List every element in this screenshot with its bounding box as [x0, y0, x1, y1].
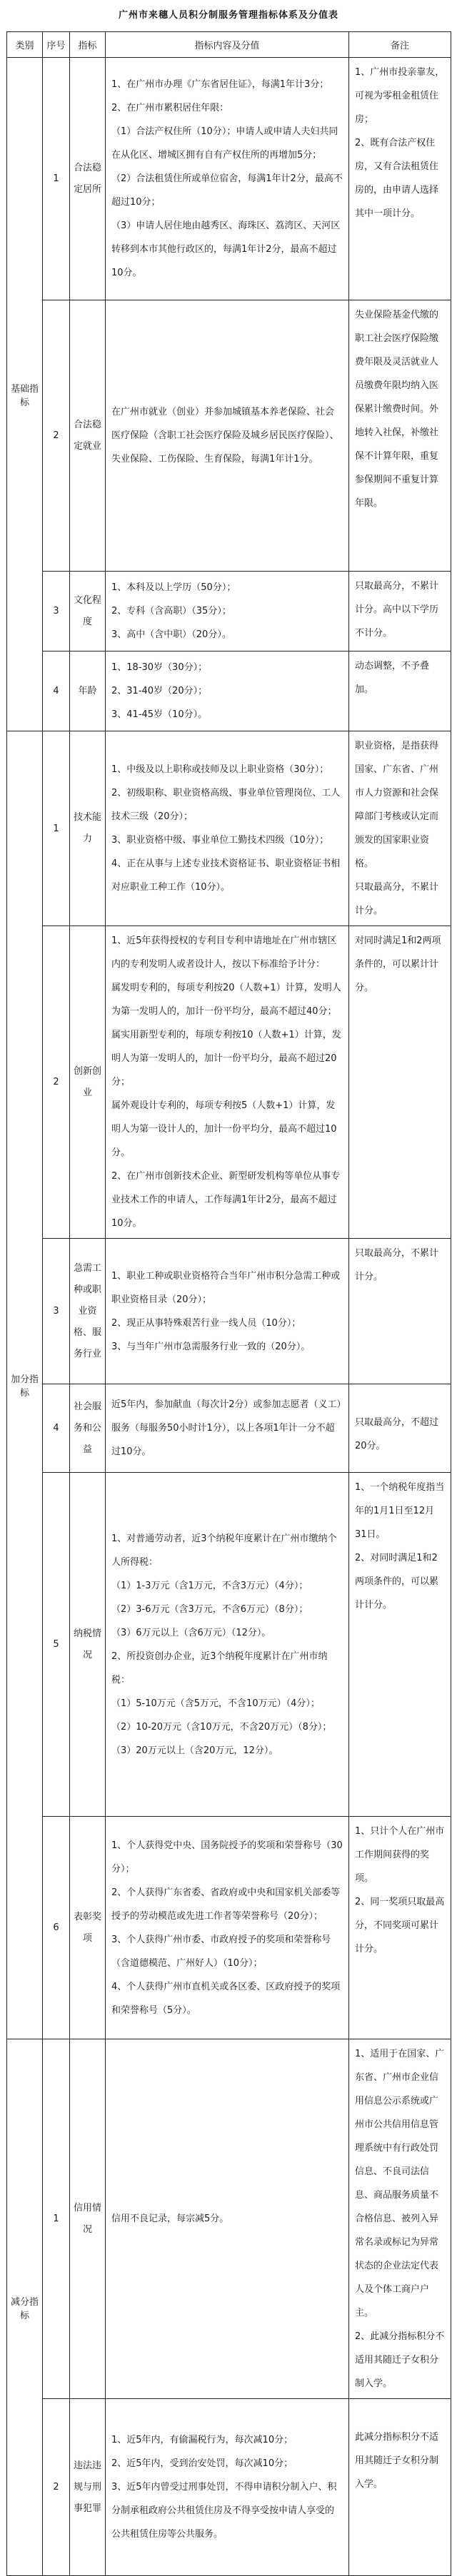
content-line: 2、近5年内，受到治安处罚，每次减10分； [111, 2458, 293, 2469]
remark-cell [349, 651, 451, 731]
content-cell [106, 651, 349, 731]
content-cell [106, 1817, 349, 2039]
content-line: 3、与当年广州市急需服务行业一致的（20分）。 [111, 1341, 311, 1352]
indicator-cell [70, 2039, 106, 2399]
content-line: 1、对普通劳动者，近3个纳税年度累计在广州市缴纳个人所得税： [111, 1533, 337, 1568]
indicator-cell [70, 58, 106, 300]
remark-line: 只取最高分，不超过20分。 [355, 1417, 439, 1451]
content-line: 1、18-30岁（30分）； [111, 662, 208, 673]
remark-cell [349, 572, 451, 651]
header-number: 序号 [43, 32, 70, 58]
row-number: 4 [43, 1384, 70, 1473]
content-cell [106, 572, 349, 651]
content-cell [106, 926, 349, 1239]
content-line: （2）合法租赁住所或单位宿舍，每满1年计2分，最高不超过10分； [111, 173, 343, 208]
content-line: 属外观设计专利的，每项专利按5（人数+1）计算，发明人为第一设计人的，加计一份平均分，最高不超过10分。 [111, 1100, 337, 1158]
remark-cell [349, 300, 451, 572]
table-row [7, 731, 451, 926]
table-row [7, 300, 451, 572]
table-row [7, 1239, 451, 1384]
content-line: 2、个人获得广东省委、省政府或中央和国家机关部委等授予的劳动模范或先进工作者等荣誉称号（20分）； [111, 1887, 341, 1922]
content-line: 3、高中（含中职）（20分）。 [111, 629, 231, 640]
remark-cell [349, 1817, 451, 2039]
content-line: 1、近5年获得授权的专利目专利申请地址在广州市辖区内的专利发明人或者设计人，按以下标准给予计分： [111, 935, 337, 970]
remark-line: 只取最高分，不累计计分。高中以下学历不计分。 [355, 581, 439, 639]
header-remark: 备注 [349, 32, 451, 58]
indicator-cell [70, 731, 106, 926]
remark-cell [349, 731, 451, 926]
table-row [7, 1817, 451, 2039]
remark-line: 2、对同时满足1和2两项条件的，可以累计计分。 [355, 1553, 439, 1611]
content-line: （1）1-3万元（含1万元，不含3万元）（4分）； [111, 1580, 308, 1591]
header-indicator: 指标 [70, 32, 106, 58]
content-line: 1、近5年内，有偷漏税行为，每次减10分； [111, 2435, 293, 2445]
points-table [6, 31, 451, 2576]
indicator-name: 社会服务和公益 [73, 1401, 101, 1455]
content-cell [106, 1473, 349, 1817]
content-line: 3、职业资格中级、事业单位工勤技术四级（10分）； [111, 835, 329, 846]
table-row [7, 926, 451, 1239]
content-line: 属发明专利的，每项专利按20（人数+1）计算，发明人为第一发明人的，加计一份平均分，最高不超过40分； [111, 983, 341, 1017]
remark-line: 2、同一奖项只取最高分，不同奖项可累计计分。 [355, 1897, 445, 1954]
table-row [7, 572, 451, 651]
content-line: 3、个人获得广州市委、市政府授予的奖项和荣誉称号（含道德模范、广州好人）（10分）； [111, 1934, 331, 1969]
remark-line: 2、既有合法产权住房，又有合法租赁住房的，由申请人选择其中一项计分。 [355, 138, 439, 219]
indicator-cell [70, 1239, 106, 1384]
indicator-cell [70, 572, 106, 651]
content-line: 1、个人获得党中央、国务院授予的奖项和荣誉称号（30分）； [111, 1840, 343, 1875]
content-line: 4、正在从事与上述专业技术资格证书、职业资格证书相对应职业工种工作（10分）。 [111, 858, 341, 893]
remark-cell [349, 1473, 451, 1817]
indicator-cell [70, 300, 106, 572]
content-line: （3）6万元以上（含6万元）（12分）。 [111, 1627, 271, 1638]
content-cell [106, 2399, 349, 2576]
content-cell [106, 300, 349, 572]
row-number: 4 [43, 651, 70, 731]
table-body [7, 58, 451, 2576]
content-line: 1、中级及以上职称或技师及以上职业资格（30分）； [111, 764, 329, 775]
content-cell [106, 2039, 349, 2399]
header-category: 类别 [7, 32, 43, 58]
content-line: 2、专科（含高职）（35分）； [111, 606, 231, 617]
remark-cell [349, 926, 451, 1239]
remark-line: 失业保险基金代缴的职工社会医疗保险缴费年限及灵活就业人员缴费年限均纳入医保累计缴费时间。外地转入社保，补缴社保不计算年限，重复参保期间不重复计算年限。 [355, 310, 439, 509]
content-line: （2）3-6万元（含3万元，不含6万元）（8分）； [111, 1603, 308, 1615]
category-cell: 减分指标 [7, 2039, 43, 2576]
row-number: 3 [43, 572, 70, 651]
content-line: （3）申请人居住地由越秀区、海珠区、荔湾区、天河区转移到本市其他行政区的，每满1年计2分，最高不超过10分。 [111, 220, 341, 278]
indicator-name: 文化程度 [73, 594, 101, 627]
content-cell [106, 1239, 349, 1384]
content-line: 2、在广州市累积居住年限： [111, 103, 229, 113]
table-row [7, 2399, 451, 2576]
remark-line: 职业资格，是指获得国家、广东省、广州市人力资源和社会保障部门考核或认定而颁发的国家职业资格。 [355, 741, 439, 869]
remark-cell [349, 2399, 451, 2576]
content-line: 信用不良记录，每宗减5分。 [111, 2214, 229, 2224]
content-line: 2、31-40岁（20分）； [111, 686, 208, 696]
indicator-name: 信用情况 [73, 2202, 101, 2235]
content-line: 2、所投资创办企业，近3个纳税年度累计在广州市纳税： [111, 1650, 328, 1685]
content-line: 2、初级职称、职业资格高级、事业单位管理岗位、工人技术三级（20分）； [111, 788, 341, 822]
content-line: （3）20万元以上（含20万元，12分）。 [111, 1745, 278, 1756]
remark-line: 此减分指标积分不适用其随迁子女积分制入学。 [355, 2432, 439, 2490]
row-number: 1 [43, 58, 70, 300]
remark-cell [349, 1239, 451, 1384]
content-cell [106, 58, 349, 300]
content-line: 2、在广州市创新技术企业、新型研发机构等单位从事专业技术工作的申请人，工作每满1年计2分，最高不超过10分。 [111, 1171, 341, 1229]
remark-line: 只取最高分，不累计计分。 [355, 1248, 439, 1282]
remark-cell [349, 2039, 451, 2399]
indicator-name: 技术能力 [73, 812, 101, 844]
content-line: 近5年内，参加献血（每次计2分）或参加志愿者（义工）服务（每服务50小时计1分），以上各项1年计一分不超过10分。 [111, 1399, 342, 1457]
content-line: 4、个人获得广州市直机关或各区委、区政府授予的奖项和荣誉称号（5分）。 [111, 1981, 341, 2016]
remark-line: 1、只计个人在广州市工作期间获得的奖项。 [355, 1826, 445, 1884]
content-line: 在广州市就业（创业）并参加城镇基本养老保险、社会医疗保险（含职工社会医疗保险及城乡居民医疗保险）、失业保险、工伤保险、生育保险，每满1年计1分。 [111, 407, 339, 465]
indicator-name: 表彰奖项 [73, 1911, 101, 1944]
remark-line: 1、一个纳税年度指当年的1月1日至12月31日。 [355, 1482, 445, 1540]
remark-line: 只取最高分，不累计计分。 [355, 882, 439, 916]
row-number: 6 [43, 1817, 70, 2039]
indicator-name: 合法稳定就业 [73, 419, 101, 452]
table-header [7, 32, 451, 58]
header-content: 指标内容及分值 [106, 32, 349, 58]
indicator-name: 年龄 [78, 685, 97, 696]
table-row [7, 58, 451, 300]
content-line: 属实用新型专利的，每项专利按10（人数+1）计算，发明人为第一发明人的，加计一份平均分，最高不超过20分； [111, 1030, 341, 1087]
indicator-cell [70, 1473, 106, 1817]
table-row [7, 1473, 451, 1817]
remark-line [355, 1387, 445, 1411]
table-row [7, 1384, 451, 1473]
remark-line: 1、适用于在国家、广东省、广州市企业信用信息公示系统或广州市公共信用信息管理系统中有行政处罚信息、不良司法信息、商品服务质量不合格信息、被列入异常名录或标记为异常状态的企业法定代表人及个体工商户户主。 [355, 2049, 445, 2318]
indicator-name: 创新创业 [73, 1065, 101, 1098]
row-number: 2 [43, 300, 70, 572]
content-line: 1、在广州市办理《广东省居住证》，每满1年计3分； [111, 79, 329, 90]
row-number: 2 [43, 2399, 70, 2576]
indicator-cell [70, 926, 106, 1239]
row-number: 5 [43, 1473, 70, 1817]
row-number: 1 [43, 2039, 70, 2399]
indicator-cell [70, 2399, 106, 2576]
content-line: 2、现正从事特殊艰苦行业一线人员（10分）； [111, 1317, 301, 1329]
content-line: 1、职业工种或职业资格符合当年广州市积分急需工种或职业资格目录（20分）； [111, 1270, 341, 1305]
remark-cell [349, 1384, 451, 1473]
indicator-name: 合法稳定居所 [73, 162, 101, 195]
page-title: 广州市来穗人员积分制服务管理指标体系及分值表 [118, 10, 338, 21]
remark-line: 对同时满足1和2两项条件的，可以累计计分。 [355, 935, 441, 993]
category-cell: 加分指标 [7, 731, 43, 2039]
content-line: 3、41-45岁（10分）。 [111, 709, 208, 720]
table-row [7, 2039, 451, 2399]
content-line: （1）合法产权住所（10分）；申请人或申请人夫妇共同在从化区、增城区拥有自有产权住所的再增加5分； [111, 126, 338, 161]
content-cell [106, 731, 349, 926]
content-line: 1、本科及以上学历（50分）； [111, 582, 236, 593]
row-number: 2 [43, 926, 70, 1239]
category-cell: 基础指标 [7, 58, 43, 731]
remark-line: 1、广州市投亲靠友，可视为零租金租赁住房； [355, 67, 445, 125]
indicator-name: 违法违规与刑事犯罪 [73, 2460, 101, 2514]
remark-line [355, 2402, 445, 2425]
indicator-cell [70, 1817, 106, 2039]
indicator-name: 纳税情况 [73, 1628, 101, 1660]
table-row [7, 651, 451, 731]
content-line: （1）5-10万元（含5万元，不含10万元）（4分）； [111, 1698, 320, 1709]
remark-cell [349, 58, 451, 300]
indicator-name: 急需工种或职业资格、服务行业 [73, 1262, 101, 1359]
indicator-cell [70, 1384, 106, 1473]
row-number: 3 [43, 1239, 70, 1384]
content-cell [106, 1384, 349, 1473]
remark-line: 动态调整，不予叠加。 [355, 661, 430, 695]
content-line: 3、近5年内曾受过刑事处罚，不得申请积分制入户、积分制承租政府公共租赁住房及不得享受按申请人享受的公共租赁住房等公共服务。 [111, 2482, 337, 2540]
row-number: 1 [43, 731, 70, 926]
content-line: （2）10-20万元（含10万元，不含20万元）（8分）； [111, 1721, 332, 1733]
indicator-cell [70, 651, 106, 731]
remark-line: 2、此减分指标积分不适用其随迁子女积分制入学。 [355, 2331, 445, 2389]
